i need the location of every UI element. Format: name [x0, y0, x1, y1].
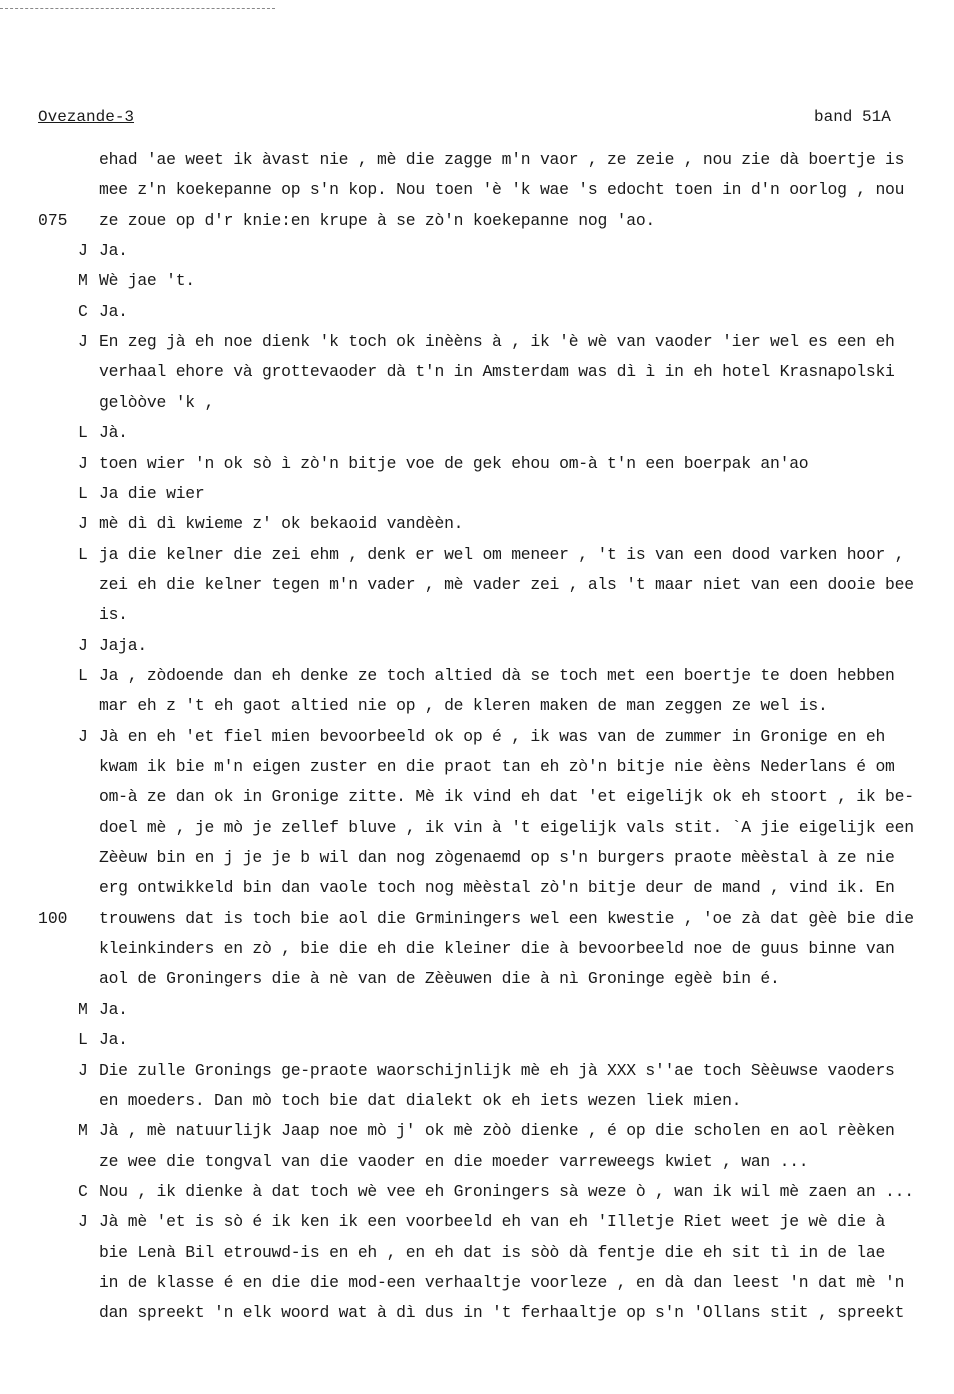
transcript-line — [0, 876, 954, 900]
transcript-line — [0, 1271, 954, 1295]
transcript-line — [0, 330, 954, 354]
transcript-line — [0, 785, 954, 809]
utterance-text: Nou , ik dienke à dat toch wè vee eh Groningers sà weze ò , wan ik wil mè zaen an ... — [99, 1182, 914, 1201]
speaker-label: L — [78, 545, 88, 564]
utterance-text: trouwens dat is toch bie aol die Grminingers wel een kwestie , 'oe zà dat gèè bie die — [99, 909, 914, 928]
transcript-line — [0, 998, 954, 1022]
utterance-text: erg ontwikkeld bin dan vaole toch nog mèèstal zò'n bitje deur de mand , vind ik. En — [99, 878, 895, 897]
transcript-line — [0, 694, 954, 718]
speaker-label: J — [78, 514, 88, 533]
transcript-line — [0, 360, 954, 384]
speaker-label: J — [78, 241, 88, 260]
utterance-text: Jà mè 'et is sò é ik ken ik een voorbeeld eh van eh 'Illetje Riet weet je wè die à — [99, 1212, 886, 1231]
transcript-line — [0, 1059, 954, 1083]
transcript-line — [0, 725, 954, 749]
utterance-text: Ja , zòdoende dan eh denke ze toch altied dà se toch met een boertje te doen hebben — [99, 666, 895, 685]
utterance-text: om-à ze dan ok in Gronige zitte. Mè ik vind eh dat 'et eigelijk ok eh stoort , ik be- — [99, 787, 914, 806]
utterance-text: Ja. — [99, 1000, 128, 1019]
speaker-label: M — [78, 1121, 88, 1140]
transcript-line — [0, 148, 954, 172]
utterance-text: mè dì dì kwieme z' ok bekaoid vandèèn. — [99, 514, 464, 533]
speaker-label: J — [78, 332, 88, 351]
utterance-text: Die zulle Gronings ge-praote waorschijnlijk mè eh jà XXX s''ae toch Sèèuwse vaoders — [99, 1061, 895, 1080]
speaker-label: J — [78, 1212, 88, 1231]
utterance-text: Ja. — [99, 302, 128, 321]
speaker-label: L — [78, 1030, 88, 1049]
utterance-text: doel mè , je mò je zellef bluve , ik vin à 't eigelijk vals stit. `A jie eigelijk een — [99, 818, 914, 837]
speaker-label: C — [78, 302, 88, 321]
speaker-label: L — [78, 484, 88, 503]
transcript-line — [0, 1301, 954, 1325]
transcript-line — [0, 1180, 954, 1204]
transcript-line — [0, 937, 954, 961]
transcript-line — [0, 1028, 954, 1052]
utterance-text: bie Lenà Bil etrouwd-is en eh , en eh dat is sòò dà fentje die eh sit tì in de lae — [99, 1243, 886, 1262]
utterance-text: mar eh z 't eh gaot altied nie op , de kleren maken de man zeggen ze wel is. — [99, 696, 828, 715]
utterance-text: mee z'n koekepanne op s'n kop. Nou toen 'è 'k wae 's edocht toen in d'n oorlog , nou — [99, 180, 905, 199]
utterance-text: aol de Groningers die à nè van de Zèèuwen die à nì Groninge egèè bin é. — [99, 969, 780, 988]
speaker-label: L — [78, 423, 88, 442]
utterance-text: zei eh die kelner tegen m'n vader , mè vader zei , als 't maar niet van een dooie bee — [99, 575, 914, 594]
utterance-text: Zèèuw bin en j je je b wil dan nog zògenaemd op s'n burgers praote mèèstal à ze nie — [99, 848, 895, 867]
utterance-text: Jà. — [99, 423, 128, 442]
transcript-line — [0, 512, 954, 536]
transcript-line — [0, 816, 954, 840]
transcript-line — [0, 603, 954, 627]
speaker-label: J — [78, 727, 88, 746]
transcript-line — [0, 846, 954, 870]
utterance-text: ze wee die tongval van die vaoder en die moeder varreweegs kwiet , wan ... — [99, 1152, 809, 1171]
transcript-line — [0, 755, 954, 779]
speaker-label: C — [78, 1182, 88, 1201]
transcript-line — [0, 391, 954, 415]
utterance-text: dan spreekt 'n elk woord wat à dì dus in 't ferhaaltje op s'n 'Ollans stit , spreekt — [99, 1303, 905, 1322]
utterance-text: kwam ik bie m'n eigen zuster en die praot tan eh zò'n bitje nie èèns Nederlans é om — [99, 757, 895, 776]
utterance-text: En zeg jà eh noe dienk 'k toch ok inèèns à , ik 'è wè van vaoder 'ier wel es een eh — [99, 332, 895, 351]
transcript-line — [0, 1150, 954, 1174]
line-number: 075 — [38, 211, 68, 230]
utterance-text: ja die kelner die zei ehm , denk er wel om meneer , 't is van een dood varken hoor , — [99, 545, 905, 564]
utterance-text: Ja. — [99, 241, 128, 260]
utterance-text: gelòòve 'k , — [99, 393, 215, 412]
transcript-line — [0, 452, 954, 476]
transcript-line — [0, 1119, 954, 1143]
document-title: Ovezande-3 — [38, 108, 135, 126]
tape-reference: band 51A — [814, 108, 891, 126]
utterance-text: toen wier 'n ok sò ì zò'n bitje voe de gek ehou om-à t'n een boerpak an'ao — [99, 454, 809, 473]
utterance-text: Jaja. — [99, 636, 147, 655]
utterance-text: Jà , mè natuurlijk Jaap noe mò j' ok mè zòò dienke , é op die scholen en aol rèèken — [99, 1121, 895, 1140]
transcript-line — [0, 482, 954, 506]
speaker-label: J — [78, 454, 88, 473]
transcript-line — [0, 967, 954, 991]
utterance-text: ehad 'ae weet ik àvast nie , mè die zagge m'n vaor , ze zeie , nou zie dà boertje is — [99, 150, 905, 169]
utterance-text: Ja. — [99, 1030, 128, 1049]
speaker-label: J — [78, 636, 88, 655]
transcript-line — [0, 1089, 954, 1113]
transcript-line — [0, 239, 954, 263]
utterance-text: kleinkinders en zò , bie die eh die kleiner die à bevoorbeeld noe de guus binne van — [99, 939, 895, 958]
utterance-text: en moeders. Dan mò toch bie dat dialekt ok eh iets wezen liek mien. — [99, 1091, 742, 1110]
speaker-label: M — [78, 271, 88, 290]
utterance-text: verhaal ehore và grottevaoder dà t'n in Amsterdam was dì ì in eh hotel Krasnapolski — [99, 362, 895, 381]
utterance-text: Jà en eh 'et fiel mien bevoorbeeld ok op é , ik was van de zummer in Gronige en eh — [99, 727, 886, 746]
transcript-line — [0, 907, 954, 931]
speaker-label: M — [78, 1000, 88, 1019]
transcript-line — [0, 573, 954, 597]
transcript-line — [0, 209, 954, 233]
transcript-line — [0, 1210, 954, 1234]
transcript-line — [0, 300, 954, 324]
utterance-text: ze zoue op d'r knie:en krupe à se zò'n koekepanne nog 'ao. — [99, 211, 655, 230]
transcript-line — [0, 269, 954, 293]
speaker-label: J — [78, 1061, 88, 1080]
line-number: 100 — [38, 909, 68, 928]
utterance-text: Wè jae 't. — [99, 271, 195, 290]
speaker-label: L — [78, 666, 88, 685]
scan-artifact-line — [0, 8, 275, 9]
transcript-line — [0, 664, 954, 688]
utterance-text: in de klasse é en die die mod-een verhaaltje voorleze , en dà dan leest 'n dat mè 'n — [99, 1273, 905, 1292]
transcript-line — [0, 543, 954, 567]
transcript-line — [0, 634, 954, 658]
transcript-line — [0, 1241, 954, 1265]
transcript-line — [0, 178, 954, 202]
utterance-text: is. — [99, 605, 128, 624]
utterance-text: Ja die wier — [99, 484, 205, 503]
transcript-line — [0, 421, 954, 445]
